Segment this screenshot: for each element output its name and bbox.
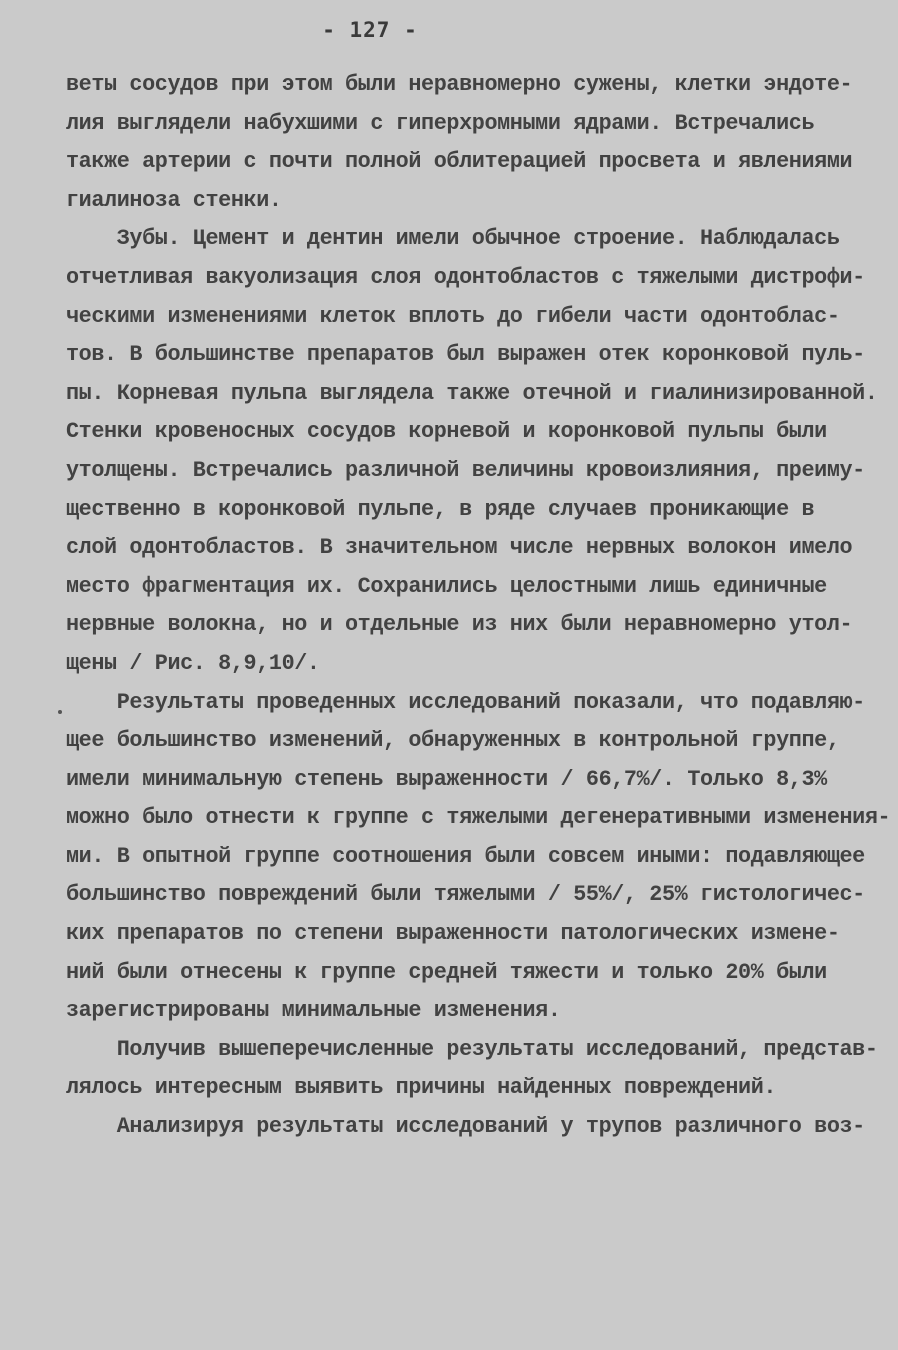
- text-line: тов. В большинстве препаратов был выражен отек коронковой пуль-: [66, 342, 865, 368]
- text-line: Зубы. Цемент и дентин имели обычное строение. Наблюдалась: [66, 226, 840, 252]
- text-line: зарегистрированы минимальные изменения.: [66, 998, 561, 1024]
- text-line: утолщены. Встречались различной величины кровоизлияния, преиму-: [66, 457, 865, 483]
- text-line: Получив вышеперечисленные результаты исследований, представ-: [66, 1036, 878, 1062]
- text-line: нервные волокна, но и отдельные из них были неравномерно утол-: [66, 612, 853, 638]
- text-line: щены / Рис. 8,9,10/.: [66, 650, 320, 676]
- text-line: ких препаратов по степени выраженности патологических измене-: [66, 921, 840, 947]
- text-line: щее большинство изменений, обнаруженных в контрольной группе,: [66, 728, 840, 754]
- text-line: Анализируя результаты исследований у трупов различного воз-: [66, 1114, 865, 1140]
- body-text: [66, 66, 891, 1147]
- text-line: Стенки кровеносных сосудов корневой и коронковой пульпы были: [66, 419, 827, 445]
- text-line: веты сосудов при этом были неравномерно сужены, клетки эндоте-: [66, 72, 853, 97]
- text-line: ми. В опытной группе соотношения были совсем иными: подавляющее: [66, 843, 865, 869]
- text-line: отчетливая вакуолизация слоя одонтобластов с тяжелыми дистрофи-: [66, 264, 865, 290]
- margin-mark: [58, 710, 62, 714]
- text-line: ний были отнесены к группе средней тяжести и только 20% были: [66, 959, 827, 985]
- text-line: можно было отнести к группе с тяжелыми дегенеративными изменения-: [66, 805, 891, 831]
- text-line: ческими изменениями клеток вплоть до гибели части одонтоблас-: [66, 303, 840, 329]
- text-line: лялось интересным выявить причины найденных повреждений.: [66, 1075, 777, 1101]
- text-line: гиалиноза стенки.: [66, 187, 282, 213]
- text-line: щественно в коронковой пульпе, в ряде случаев проникающие в: [66, 496, 815, 522]
- page-number: - 127 -: [322, 18, 418, 42]
- text-line: пы. Корневая пульпа выглядела также отечной и гиалинизированной.: [66, 380, 878, 406]
- text-line: большинство повреждений были тяжелыми / 55%/, 25% гистологичес-: [66, 882, 865, 908]
- text-line: Результаты проведенных исследований показали, что подавляю-: [66, 689, 865, 715]
- text-line: место фрагментация их. Сохранились целостными лишь единичные: [66, 573, 827, 599]
- text-line: лия выглядели набухшими с гиперхромными ядрами. Встречались: [66, 110, 815, 136]
- text-line: слой одонтобластов. В значительном числе нервных волокон имело: [66, 535, 853, 561]
- text-line: также артерии с почти полной облитерацией просвета и явлениями: [66, 149, 853, 175]
- text-line: имели минимальную степень выраженности / 66,7%/. Только 8,3%: [66, 766, 827, 792]
